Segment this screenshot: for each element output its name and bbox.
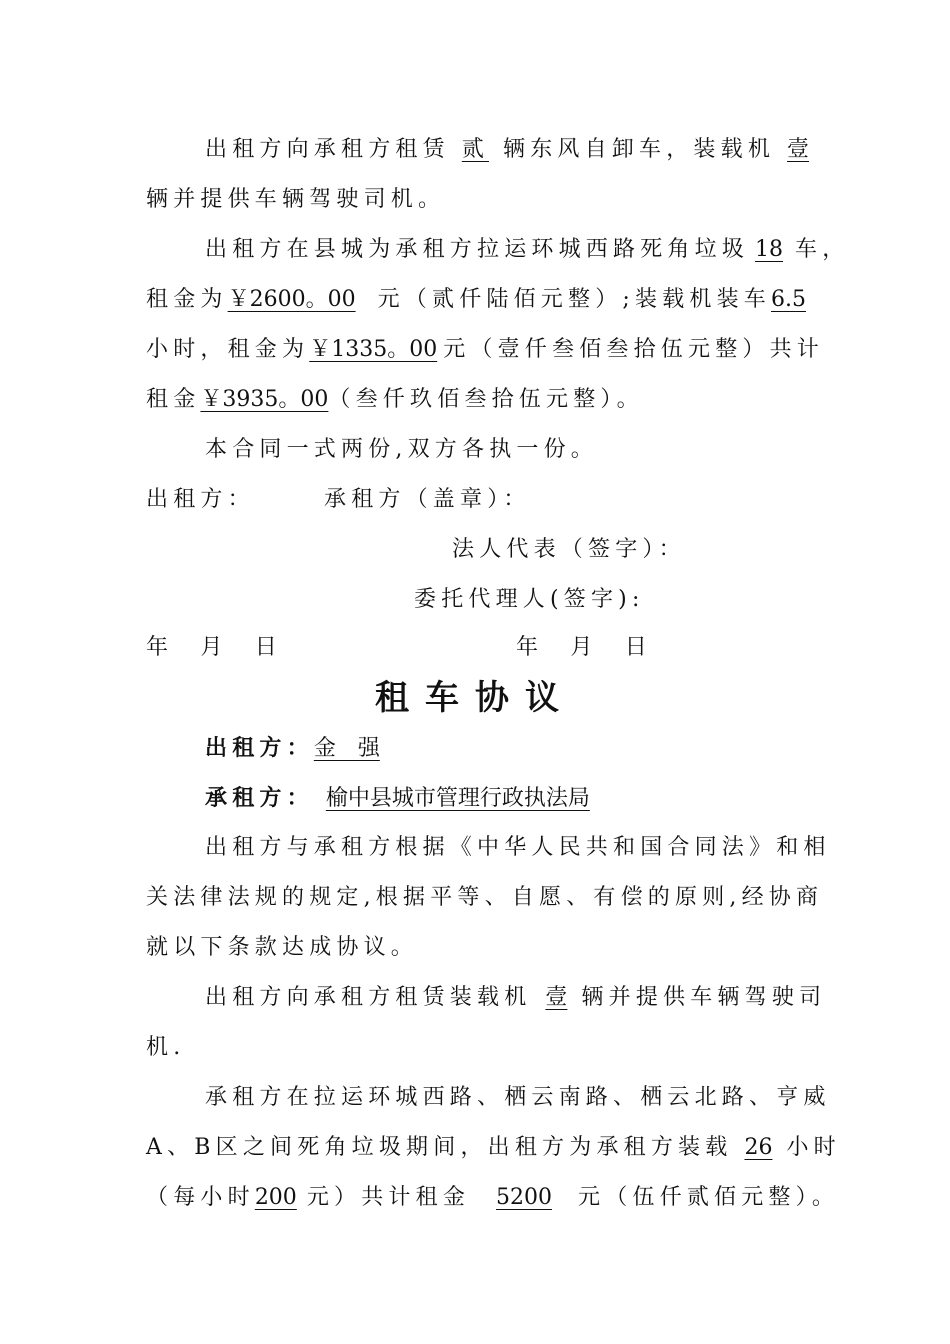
text: 元（壹仟叁佰叁拾伍元整）共计 (443, 337, 824, 362)
text: 租金 (146, 387, 201, 412)
text: 车， (795, 237, 850, 262)
p4-line-3 (0, 930, 950, 966)
lessee-label: 承租方： (205, 785, 314, 811)
blank-hours: 6.5 (771, 287, 807, 312)
lessee-line (0, 780, 950, 816)
text: 机. (146, 1035, 186, 1060)
signature-row-1 (0, 482, 950, 518)
text: A、B区之间死角垃圾期间，出租方为承租方装载 (146, 1135, 733, 1160)
text: 出租方向承租方租赁 (205, 137, 450, 162)
p6-line-1 (0, 1080, 950, 1116)
p1-line-2 (0, 182, 950, 218)
p2-line-1 (0, 232, 950, 268)
lessor-line (0, 730, 950, 766)
p2-line-4 (0, 382, 950, 418)
text: 辆并提供车辆驾驶司机。 (146, 187, 446, 212)
text: 元（伍仟贰佰元整）。 (578, 1185, 840, 1210)
signature-row-2 (0, 532, 950, 568)
text: 本合同一式两份,双方各执一份。 (205, 437, 598, 462)
blank-hourly-rate: 200 (254, 1185, 297, 1210)
agreement-title: 租车协议 (375, 678, 575, 718)
text: 出租方在县城为承租方拉运环城西路死角垃圾 (205, 237, 750, 262)
blank-loader-count-2: 壹 (545, 985, 568, 1010)
text: （每小时 (146, 1185, 255, 1210)
text: 就以下条款达成协议。 (146, 935, 419, 960)
lessor-label: 出租方： (205, 735, 314, 761)
text: 辆并提供车辆驾驶司 (581, 985, 827, 1010)
sig-agent: 委托代理人(签字): (414, 587, 645, 612)
p3 (0, 432, 950, 468)
text: 租金为 (146, 287, 228, 312)
sig-lessor: 出租方： (146, 487, 255, 512)
blank-trips: 18 (755, 237, 784, 262)
p2-line-2 (0, 282, 950, 318)
blank-total-2: 5200 (496, 1185, 553, 1210)
lessor-name: 金 强 (313, 736, 380, 761)
text: 关法律法规的规定,根据平等、自愿、有偿的原则,经协商 (146, 885, 824, 910)
blank-total: ￥3935。00 (200, 387, 329, 412)
date-right: 年 月 日 (516, 635, 653, 660)
blank-hours-2: 26 (744, 1135, 773, 1160)
p6-line-2 (0, 1130, 950, 1166)
p5-line-2 (0, 1030, 950, 1066)
p2-line-3 (0, 332, 950, 368)
p4-line-2 (0, 880, 950, 916)
text: 小时 (786, 1135, 841, 1160)
date-left: 年 月 日 (146, 635, 283, 660)
p6-line-3 (0, 1180, 950, 1216)
blank-vehicle-count: 贰 (461, 137, 490, 162)
text: 元）共计租金 (306, 1185, 471, 1210)
text: 承租方在拉运环城西路、栖云南路、栖云北路、亨威 (205, 1085, 831, 1110)
text: 元（贰仟陆佰元整）;装载机装车 (377, 287, 772, 312)
p4-line-1 (0, 830, 950, 866)
blank-amount-2: ￥1335。00 (309, 337, 438, 362)
text: （叁仟玖佰叁拾伍元整）。 (328, 387, 644, 412)
text: 出租方与承租方根据《中华人民共和国合同法》和相 (205, 835, 831, 860)
blank-amount-1: ￥2600。00 (227, 287, 356, 312)
lessee-name: 榆中县城市管理行政执法局 (325, 786, 590, 811)
blank-loader-count: 壹 (787, 137, 810, 162)
text: 辆东风自卸车，装载机 (503, 137, 776, 162)
p1-line-1 (0, 132, 950, 168)
sig-lessee: 承租方（盖章）： (324, 487, 531, 512)
sig-legal-rep: 法人代表（签字）： (452, 537, 686, 562)
date-row (0, 630, 950, 666)
text: 小时，租金为 (146, 337, 310, 362)
signature-row-3 (0, 582, 950, 618)
p5-line-1 (0, 980, 950, 1016)
text: 出租方向承租方租赁装载机 (205, 985, 532, 1010)
